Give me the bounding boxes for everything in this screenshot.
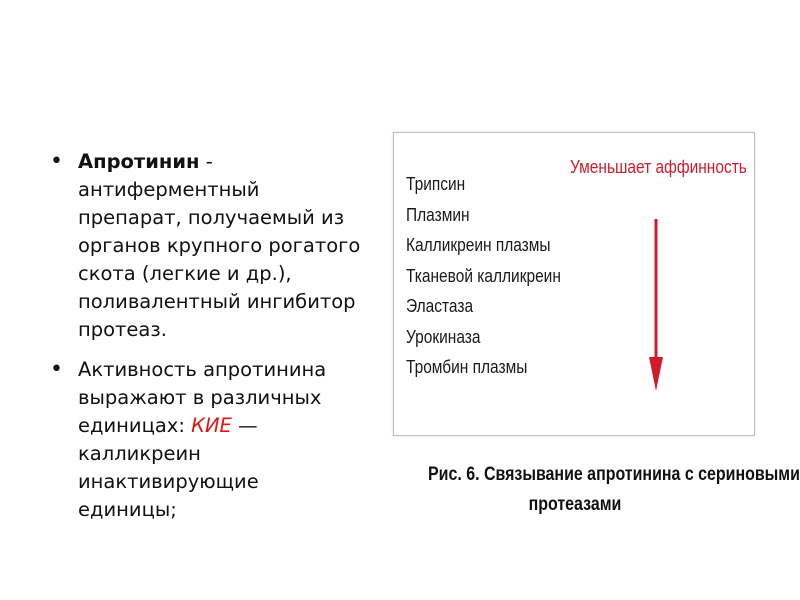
enzyme-item: Тканевой калликреин: [406, 265, 561, 286]
enzyme-item: Эластаза: [406, 296, 474, 316]
bullet-text: —: [231, 414, 258, 437]
caption-line-1: Рис. 6. Связывание апротинина с сериновыми: [428, 464, 800, 485]
bullet-marker: •: [50, 149, 63, 174]
bullet-activity: [48, 356, 388, 524]
enzyme-item: Урокиназа: [406, 326, 481, 347]
term-aprotinin: Апротинин: [78, 150, 200, 173]
bullet-aprotinin: [48, 148, 388, 344]
bullet-text: органов крупного рогатого: [78, 234, 361, 257]
bullet-text: калликреин: [78, 442, 201, 465]
bullet-text: выражают в различных: [78, 386, 322, 409]
bullet-text: антиферментный: [78, 178, 260, 201]
bullet-text: инактивирующие: [78, 470, 259, 493]
bullet-text: протеаз.: [78, 318, 167, 341]
bullet-text: скота (легкие и др.),: [78, 262, 292, 285]
enzyme-item: Трипсин: [406, 174, 466, 194]
bullet-marker: •: [50, 357, 63, 382]
caption-line-2: протеазами: [528, 494, 622, 515]
enzyme-item: Тромбин плазмы: [406, 357, 528, 377]
figure-caption: [400, 460, 800, 520]
bullet-text: поливалентный ингибитор: [78, 290, 356, 313]
bullet-text: единицах:: [78, 414, 192, 437]
figure-protease-affinity: [393, 132, 755, 436]
enzyme-item: Калликреин плазмы: [406, 235, 551, 255]
kie-highlight: КИЕ: [191, 414, 232, 437]
bullet-text: -: [199, 150, 213, 173]
bullet-list: [48, 148, 388, 536]
affinity-label: Уменьшает аффинность: [570, 157, 747, 177]
enzyme-item: Плазмин: [406, 204, 470, 225]
bullet-text: единицы;: [78, 498, 177, 521]
enzyme-list: [406, 169, 561, 383]
bullet-text: препарат, получаемый из: [78, 206, 345, 229]
bullet-text: Активность апротинина: [78, 358, 327, 381]
down-arrow-icon: [644, 219, 668, 391]
